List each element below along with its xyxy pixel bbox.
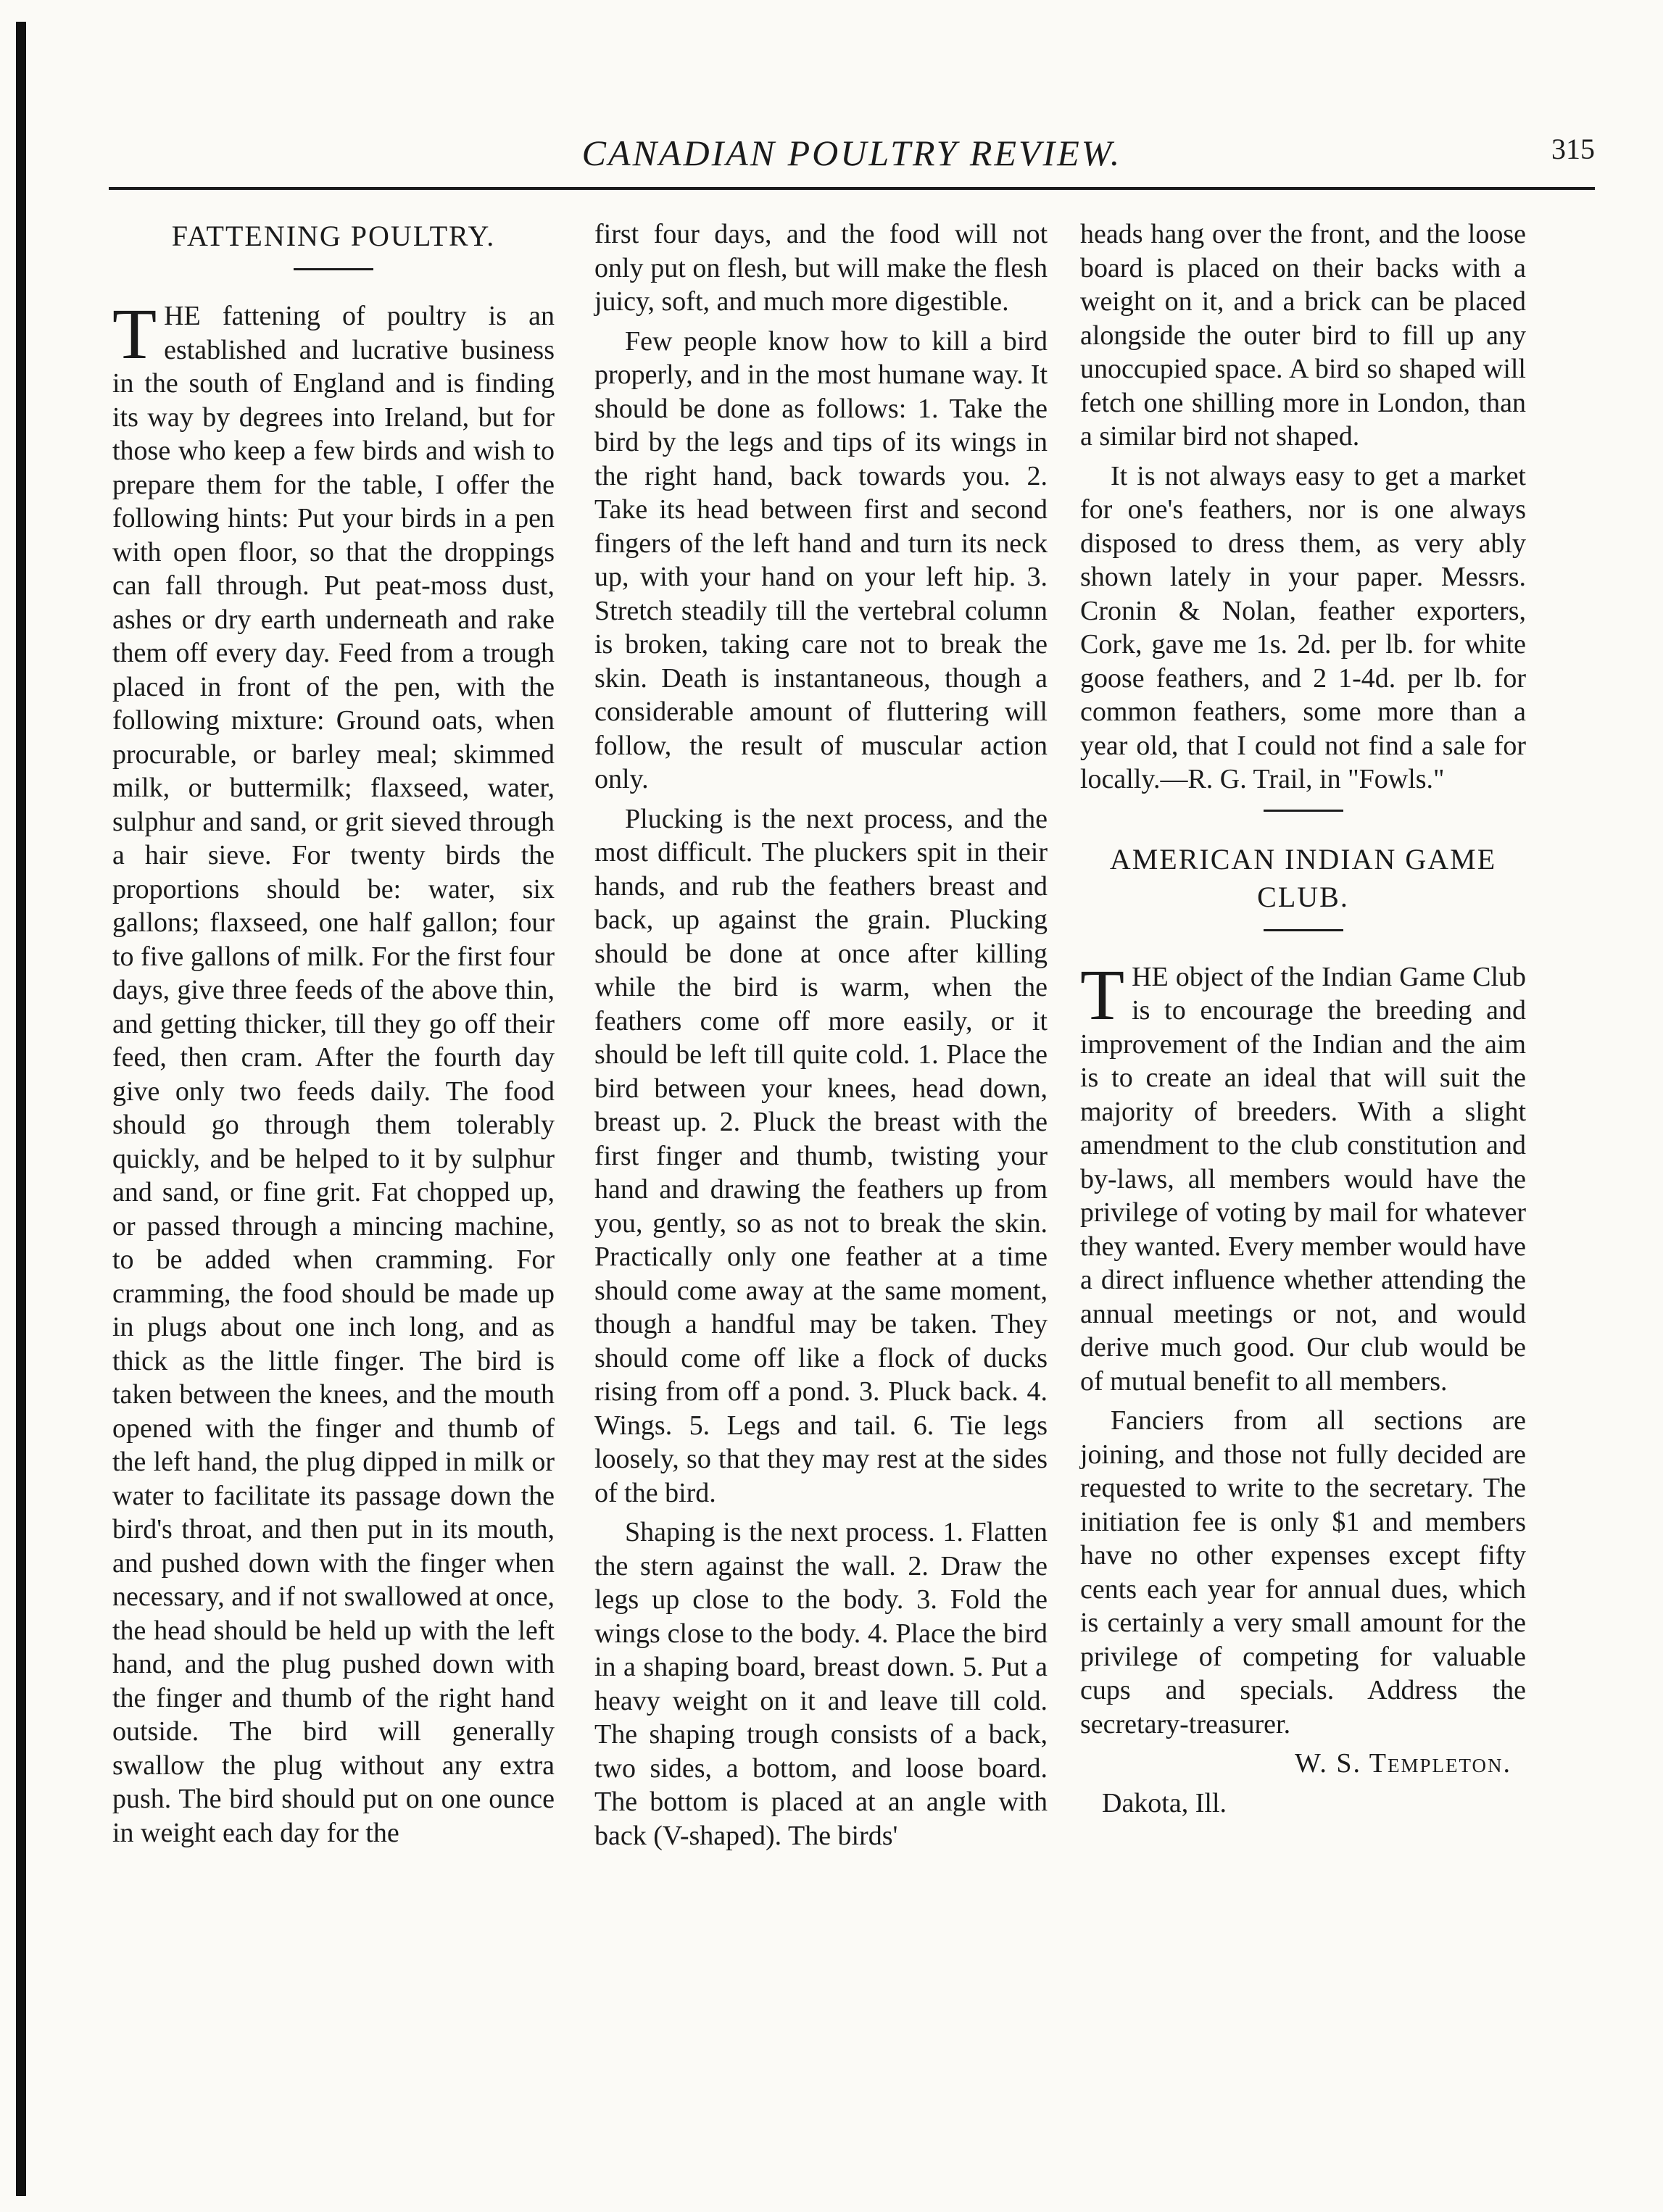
paragraph: Shaping is the next process. 1. Flatten the stern against the wall. 2. Draw the legs up close to the body. 3. Fold the wings close to the body. 4. Place the bird in a shaping board, breast down. 5. Put a heavy weight on it and leave till cold. The shaping trough consists of a back, two sides, a bottom, and loose board. The bottom is placed at an angle with back (V-shaped). The birds' — [594, 1517, 1048, 1851]
paragraph: Few people know how to kill a bird properly, and in the most humane way. It should be done as follows: 1. Take the bird by the legs and tips of its wings in the right hand, back towards you. 2. Take its head between first and second fingers of the left hand and turn its neck up, with your hand on your left hip. 3. Stretch steadily till the vertebral column is broken, taking care not to break the skin. Death is instantaneous, though a considerable amount of fluttering will follow, the result of muscular action only. — [594, 325, 1048, 794]
column-2 — [594, 217, 1048, 1858]
paragraph: first four days, and the food will not only put on flesh, but will make the flesh juicy, soft, and much more digestible. — [594, 219, 1048, 317]
author-location: Dakota, Ill. — [1102, 1787, 1227, 1818]
page-spine-shadow — [16, 22, 26, 2196]
title-divider — [1264, 929, 1343, 931]
paragraph: Fanciers from all sections are joining, and those not fully decided are requested to write to the secretary. The initiation fee is only $1 and members have no other expenses except fifty cents each year for annual dues, which is certainly a very small amount for the privilege of competing for valuable cups and specials. Address the secretary-treasurer. — [1080, 1405, 1526, 1739]
article-title: FATTENING POULTRY. — [171, 220, 496, 252]
paragraph — [112, 294, 555, 1850]
drop-cap: T — [1080, 954, 1125, 1035]
page-number: 315 — [1551, 133, 1595, 165]
column-3 — [1080, 217, 1526, 1820]
page-header — [109, 123, 1595, 181]
drop-cap: T — [112, 294, 157, 374]
running-title: CANADIAN POULTRY REVIEW. — [581, 133, 1122, 173]
article-title: AMERICAN INDIAN GAME CLUB. — [1109, 842, 1497, 913]
header-rule — [109, 187, 1595, 190]
paragraph-text: HE fattening of poultry is an established and lucrative business in the south of England and is finding its way by degrees into Ireland, but for those who keep a few birds and wish to prepare them for the table, I offer the following hints: Put your birds in a pen with open floor, so that the droppings can fall through. Put peat-moss dust, ashes or dry earth underneath and rake them off every day. Feed from a trough placed in front of the pen, with the following mixture: Ground oats, when procurable, or barley meal; skimmed milk, or buttermilk; flaxseed, water, sulphur and sand, or grit sieved through a hair sieve. For twenty birds the proportions should be: water, six gallons; flaxseed, one half gallon; four to five gallons of milk. For the first four days, give three feeds of the above thin, and getting thicker, till they go off their feed, then cram. After the fourth day give only two feeds daily. The food should go through them tolerably quickly, and be helped to it by sulphur and sand, or fine grit. Fat chopped up, or passed through a mincing machine, to be added when cramming. For cramming, the food should be made up in plugs about one inch long, and as thick as the little finger. The bird is taken between the knees, and the mouth opened with the finger and thumb of the left hand, the plug dipped in milk or water to facilitate its passage down the bird's throat, and then put in its mouth, and pushed down with the finger when necessary, and if not swallowed at once, the head should be held up with the left hand, and the plug pushed down with the finger and thumb of the right hand outside. The bird will generally swallow the plug without any extra push. The bird should put on one ounce in weight each day for the — [112, 301, 555, 1848]
paragraph: Plucking is the next process, and the most difficult. The pluckers spit in their hands, and rub the feathers breast and back, up against the grain. Plucking should be done at once after killing while the bird is warm, when the feathers come off more easily, or it should be left till quite cold. 1. Place the bird between your knees, head down, breast up. 2. Pluck the breast with the first finger and thumb, twisting your hand and drawing the feathers up from you, gently, so as not to break the skin. Practically only one feather at a time should come away at the same moment, though a handful may be taken. They should come off like a flock of ducks rising from off a pond. 3. Pluck back. 4. Wings. 5. Legs and tail. 6. Tie legs loosely, so that they may rest at the sides of the bird. — [594, 803, 1048, 1508]
author-signature: W. S. Templeton. — [1294, 1748, 1511, 1779]
article-divider — [1264, 810, 1343, 812]
paragraph — [1080, 954, 1526, 1399]
paragraph-text: HE object of the Indian Game Club is to encourage the breeding and improvement of the Indian and the aim is to create an ideal that will suit the majority of breeders. With a slight amendment to the club constitution and by-laws, all members would have the privilege of voting by mail for whatever they wanted. Every member would have a direct influence whether attending the annual meetings or not, and would derive much good. Our club would be of mutual benefit to all members. — [1080, 961, 1526, 1397]
title-divider — [294, 268, 373, 270]
paragraph: It is not always easy to get a market for one's feathers, nor is one always disposed to dress them, as very ably shown lately in your paper. Messrs. Cronin & Nolan, feather exporters, Cork, gave me 1s. 2d. per lb. for white goose feathers, and 2 1-4d. per lb. for common feathers, some more than a year old, that I could not find a sale for locally.—R. G. Trail, in "Fowls." — [1080, 460, 1526, 794]
column-1 — [112, 217, 555, 1855]
paragraph: heads hang over the front, and the loose board is placed on their backs with a weight on it, and a brick can be placed alongside the outer bird to fill up any unoccupied space. A bird so shaped will fetch one shilling more in London, than a similar bird not shaped. — [1080, 219, 1526, 452]
